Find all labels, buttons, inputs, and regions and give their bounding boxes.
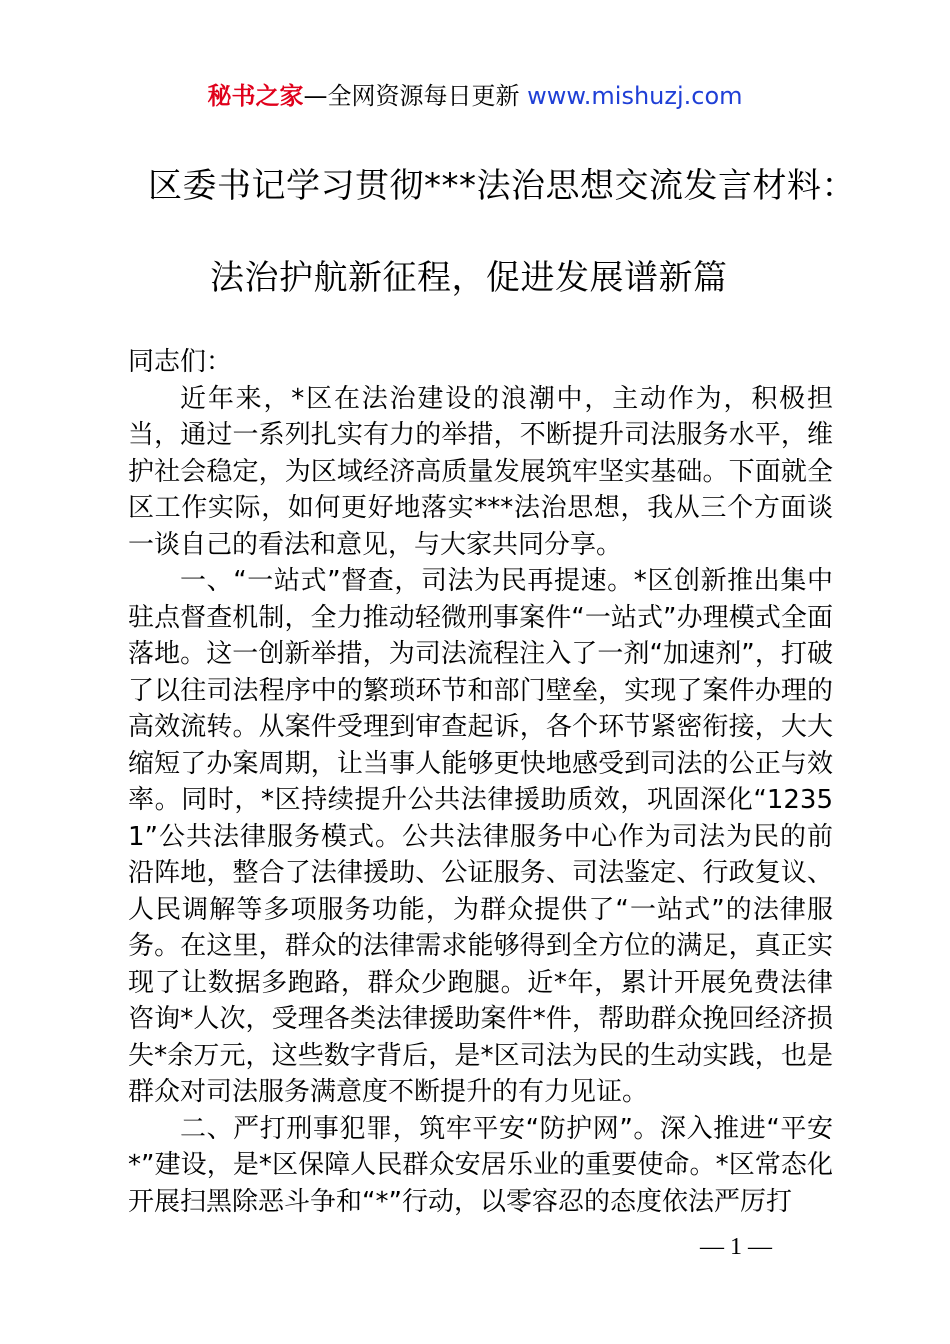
paragraph-intro: 近年来，*区在法治建设的浪潮中，主动作为，积极担当，通过一系列扎实有力的举措，不断提升司法服务水平，维护社会稳定，为区域经济高质量发展筑牢坚实基础。下面就全区工作实际，如何更好地落实***法治思想，我从三个方面谈一谈自己的看法和意见，与大家共同分享。 [128, 383, 833, 560]
document-title-line-1: 区委书记学习贯彻***法治思想交流发言材料： [148, 166, 856, 206]
site-banner [0, 80, 950, 112]
salutation: 同志们： [128, 347, 233, 377]
document-title-line-2: 法治护航新征程，促进发展谱新篇 [210, 258, 728, 298]
site-tagline: —全网资源每日更新 [303, 82, 528, 110]
paragraph-section-one: 一、“一站式”督查，司法为民再提速。*区创新推出集中驻点督查机制，全力推动轻微刑事案件“一站式”办理模式全面落地。这一创新举措，为司法流程注入了一剂“加速剂”，打破了以往司法程序中的繁琐环节和部门壁垒，实现了案件办理的高效流转。从案件受理到审查起诉，各个环节紧密衔接，大大缩短了办案周期，让当事人能够更快地感受到司法的公正与效率。同时，*区持续提升公共法律援助质效，巩固深化“12351”公共法律服务模式。公共法律服务中心作为司法为民的前沿阵地，整合了法律援助、公证服务、司法鉴定、行政复议、人民调解等多项服务功能，为群众提供了“一站式”的法律服务。在这里，群众的法律需求能够得到全方位的满足，真正实现了让数据多跑路，群众少跑腿。近*年，累计开展免费法律咨询*人次，受理各类法律援助案件*件，帮助群众挽回经济损失*余万元，这些数字背后，是*区司法为民的生动实践，也是群众对司法服务满意度不断提升的有力见证。 [128, 566, 833, 1107]
site-brand: 秘书之家 [207, 82, 304, 110]
document-body [128, 344, 833, 1220]
paragraph-section-two: 二、严打刑事犯罪，筑牢平安“防护网”。深入推进“平安*”建设，是*区保障人民群众安居乐业的重要使命。*区常态化开展扫黑除恶斗争和“*”行动，以零容忍的态度依法严厉打 [128, 1113, 833, 1217]
site-url-link[interactable]: www.mishuzj.com [527, 82, 743, 110]
page-number: — 1 — [700, 1234, 772, 1260]
